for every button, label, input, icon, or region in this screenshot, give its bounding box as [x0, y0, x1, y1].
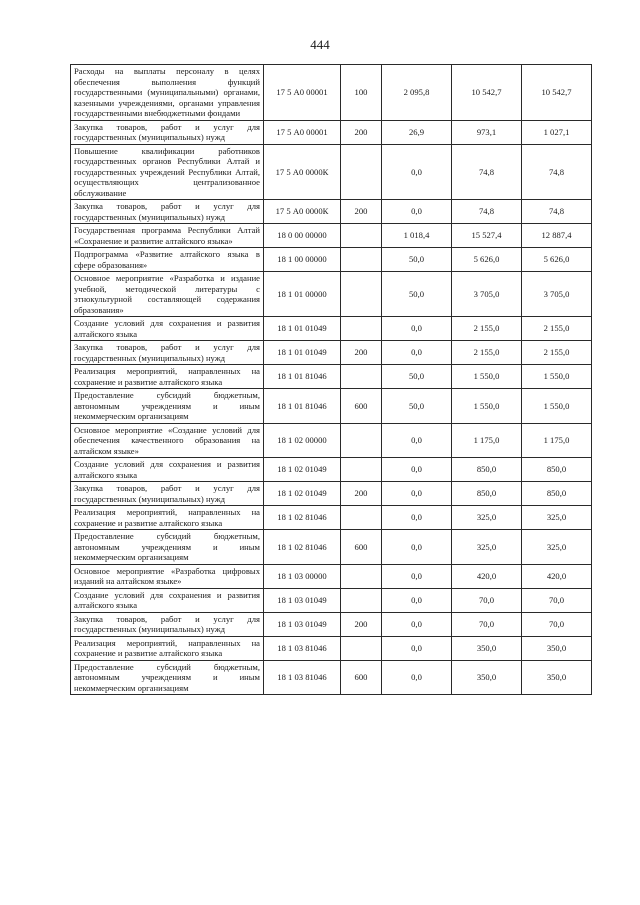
table-row [71, 200, 592, 224]
target-code-cell: 18 1 00 00000 [264, 248, 341, 272]
amount-2-cell: 1 550,0 [452, 389, 522, 424]
amount-3-cell: 1 550,0 [522, 389, 592, 424]
table-row [71, 458, 592, 482]
expense-type-cell: 200 [341, 482, 382, 506]
table-row [71, 506, 592, 530]
expense-name-cell: Создание условий для сохранения и развития алтайского языка [71, 588, 264, 612]
expense-type-cell [341, 458, 382, 482]
expense-name-cell: Закупка товаров, работ и услуг для государственных (муниципальных) нужд [71, 341, 264, 365]
amount-1-cell: 0,0 [382, 588, 452, 612]
amount-1-cell: 0,0 [382, 341, 452, 365]
amount-1-cell: 0,0 [382, 612, 452, 636]
amount-2-cell: 2 155,0 [452, 317, 522, 341]
amount-3-cell: 74,8 [522, 200, 592, 224]
expense-type-cell [341, 564, 382, 588]
expense-name-cell: Создание условий для сохранения и развития алтайского языка [71, 458, 264, 482]
target-code-cell: 18 1 03 00000 [264, 564, 341, 588]
amount-1-cell: 0,0 [382, 564, 452, 588]
expense-name-cell: Закупка товаров, работ и услуг для государственных (муниципальных) нужд [71, 120, 264, 144]
amount-1-cell: 50,0 [382, 365, 452, 389]
amount-3-cell: 2 155,0 [522, 317, 592, 341]
amount-1-cell: 0,0 [382, 660, 452, 695]
amount-2-cell: 420,0 [452, 564, 522, 588]
target-code-cell: 18 1 03 01049 [264, 612, 341, 636]
amount-1-cell: 0,0 [382, 482, 452, 506]
expense-type-cell [341, 506, 382, 530]
expense-name-cell: Закупка товаров, работ и услуг для государственных (муниципальных) нужд [71, 482, 264, 506]
amount-2-cell: 1 175,0 [452, 423, 522, 458]
amount-3-cell: 420,0 [522, 564, 592, 588]
target-code-cell: 18 1 01 81046 [264, 389, 341, 424]
target-code-cell: 18 1 03 81046 [264, 660, 341, 695]
amount-2-cell: 325,0 [452, 506, 522, 530]
expense-type-cell: 200 [341, 341, 382, 365]
target-code-cell: 17 5 А0 00001 [264, 65, 341, 121]
expense-name-cell: Повышение квалификации работников государственных органов Республики Алтай и государственных учреждений Республики Алтай, осуществляющих централизованное обслуживание [71, 144, 264, 200]
amount-2-cell: 325,0 [452, 530, 522, 565]
amount-3-cell: 850,0 [522, 482, 592, 506]
table-row [71, 272, 592, 317]
expense-type-cell: 600 [341, 660, 382, 695]
expense-name-cell: Расходы на выплаты персоналу в целях обеспечения выполнения функций государственными (муниципальными) органами, казенными учреждениями, органами управления государственными внебюджетными фондами [71, 65, 264, 121]
target-code-cell: 18 1 02 00000 [264, 423, 341, 458]
amount-3-cell: 70,0 [522, 612, 592, 636]
target-code-cell: 18 1 02 81046 [264, 530, 341, 565]
page-number: 444 [310, 37, 330, 52]
table-row [71, 365, 592, 389]
amount-2-cell: 973,1 [452, 120, 522, 144]
target-code-cell: 18 1 01 01049 [264, 317, 341, 341]
table-row [71, 530, 592, 565]
table-row [71, 144, 592, 200]
amount-3-cell: 1 550,0 [522, 365, 592, 389]
target-code-cell: 17 5 А0 0000К [264, 200, 341, 224]
amount-3-cell: 1 175,0 [522, 423, 592, 458]
amount-1-cell: 0,0 [382, 506, 452, 530]
amount-3-cell: 325,0 [522, 530, 592, 565]
amount-3-cell: 350,0 [522, 636, 592, 660]
amount-1-cell: 0,0 [382, 458, 452, 482]
amount-1-cell: 0,0 [382, 530, 452, 565]
amount-1-cell: 1 018,4 [382, 224, 452, 248]
expense-name-cell: Создание условий для сохранения и развития алтайского языка [71, 317, 264, 341]
expense-name-cell: Предоставление субсидий бюджетным, автономным учреждениям и иным некоммерческим организациям [71, 530, 264, 565]
expense-type-cell: 200 [341, 612, 382, 636]
expense-type-cell [341, 248, 382, 272]
expense-name-cell: Закупка товаров, работ и услуг для государственных (муниципальных) нужд [71, 200, 264, 224]
expense-type-cell [341, 636, 382, 660]
table-row [71, 341, 592, 365]
amount-2-cell: 70,0 [452, 612, 522, 636]
amount-2-cell: 74,8 [452, 200, 522, 224]
expense-type-cell [341, 588, 382, 612]
amount-1-cell: 26,9 [382, 120, 452, 144]
target-code-cell: 18 1 03 81046 [264, 636, 341, 660]
amount-3-cell: 3 705,0 [522, 272, 592, 317]
amount-1-cell: 2 095,8 [382, 65, 452, 121]
amount-3-cell: 10 542,7 [522, 65, 592, 121]
amount-3-cell: 1 027,1 [522, 120, 592, 144]
target-code-cell: 17 5 А0 00001 [264, 120, 341, 144]
expense-type-cell: 100 [341, 65, 382, 121]
target-code-cell: 18 1 01 00000 [264, 272, 341, 317]
amount-2-cell: 3 705,0 [452, 272, 522, 317]
amount-2-cell: 350,0 [452, 660, 522, 695]
amount-1-cell: 0,0 [382, 200, 452, 224]
expense-type-cell [341, 144, 382, 200]
expense-name-cell: Реализация мероприятий, направленных на сохранение и развитие алтайского языка [71, 636, 264, 660]
expense-name-cell: Государственная программа Республики Алтай «Сохранение и развитие алтайского языка» [71, 224, 264, 248]
expense-type-cell [341, 317, 382, 341]
expense-type-cell [341, 224, 382, 248]
expense-name-cell: Подпрограмма «Развитие алтайского языка в сфере образования» [71, 248, 264, 272]
amount-2-cell: 70,0 [452, 588, 522, 612]
amount-2-cell: 15 527,4 [452, 224, 522, 248]
table-row [71, 636, 592, 660]
table-row [71, 389, 592, 424]
amount-3-cell: 70,0 [522, 588, 592, 612]
target-code-cell: 18 1 01 01049 [264, 341, 341, 365]
target-code-cell: 18 1 03 01049 [264, 588, 341, 612]
expense-name-cell: Основное мероприятие «Разработка и издание учебной, методической литературы с этнокультурной составляющей содержания образования» [71, 272, 264, 317]
expense-name-cell: Реализация мероприятий, направленных на сохранение и развитие алтайского языка [71, 506, 264, 530]
expense-name-cell: Закупка товаров, работ и услуг для государственных (муниципальных) нужд [71, 612, 264, 636]
expense-type-cell [341, 272, 382, 317]
expense-type-cell [341, 423, 382, 458]
amount-2-cell: 5 626,0 [452, 248, 522, 272]
amount-1-cell: 0,0 [382, 423, 452, 458]
amount-3-cell: 325,0 [522, 506, 592, 530]
table-row [71, 588, 592, 612]
amount-2-cell: 350,0 [452, 636, 522, 660]
amount-1-cell: 50,0 [382, 389, 452, 424]
table-row [71, 224, 592, 248]
amount-3-cell: 12 887,4 [522, 224, 592, 248]
amount-3-cell: 850,0 [522, 458, 592, 482]
amount-1-cell: 50,0 [382, 272, 452, 317]
expense-name-cell: Основное мероприятие «Разработка цифровых изданий на алтайском языке» [71, 564, 264, 588]
table-row [71, 612, 592, 636]
table-row [71, 564, 592, 588]
table-row [71, 482, 592, 506]
amount-3-cell: 74,8 [522, 144, 592, 200]
target-code-cell: 18 1 01 81046 [264, 365, 341, 389]
amount-2-cell: 850,0 [452, 458, 522, 482]
target-code-cell: 18 1 02 81046 [264, 506, 341, 530]
expense-type-cell [341, 365, 382, 389]
amount-3-cell: 350,0 [522, 660, 592, 695]
expense-type-cell: 200 [341, 120, 382, 144]
budget-table-body [71, 65, 592, 695]
expense-name-cell: Предоставление субсидий бюджетным, автономным учреждениям и иным некоммерческим организациям [71, 389, 264, 424]
expense-type-cell: 600 [341, 389, 382, 424]
expense-name-cell: Реализация мероприятий, направленных на сохранение и развитие алтайского языка [71, 365, 264, 389]
target-code-cell: 17 5 А0 0000К [264, 144, 341, 200]
expense-name-cell: Основное мероприятие «Создание условий для обеспечения качественного образования на алтайском языке» [71, 423, 264, 458]
amount-2-cell: 850,0 [452, 482, 522, 506]
table-row [71, 120, 592, 144]
amount-2-cell: 1 550,0 [452, 365, 522, 389]
expense-type-cell: 200 [341, 200, 382, 224]
amount-3-cell: 2 155,0 [522, 341, 592, 365]
table-row [71, 660, 592, 695]
amount-1-cell: 0,0 [382, 144, 452, 200]
table-row [71, 423, 592, 458]
target-code-cell: 18 1 02 01049 [264, 458, 341, 482]
target-code-cell: 18 0 00 00000 [264, 224, 341, 248]
amount-3-cell: 5 626,0 [522, 248, 592, 272]
amount-2-cell: 10 542,7 [452, 65, 522, 121]
amount-2-cell: 2 155,0 [452, 341, 522, 365]
target-code-cell: 18 1 02 01049 [264, 482, 341, 506]
amount-1-cell: 50,0 [382, 248, 452, 272]
amount-1-cell: 0,0 [382, 317, 452, 341]
table-row [71, 248, 592, 272]
amount-1-cell: 0,0 [382, 636, 452, 660]
expense-name-cell: Предоставление субсидий бюджетным, автономным учреждениям и иным некоммерческим организациям [71, 660, 264, 695]
budget-table [70, 64, 592, 695]
amount-2-cell: 74,8 [452, 144, 522, 200]
table-row [71, 317, 592, 341]
table-row [71, 65, 592, 121]
expense-type-cell: 600 [341, 530, 382, 565]
